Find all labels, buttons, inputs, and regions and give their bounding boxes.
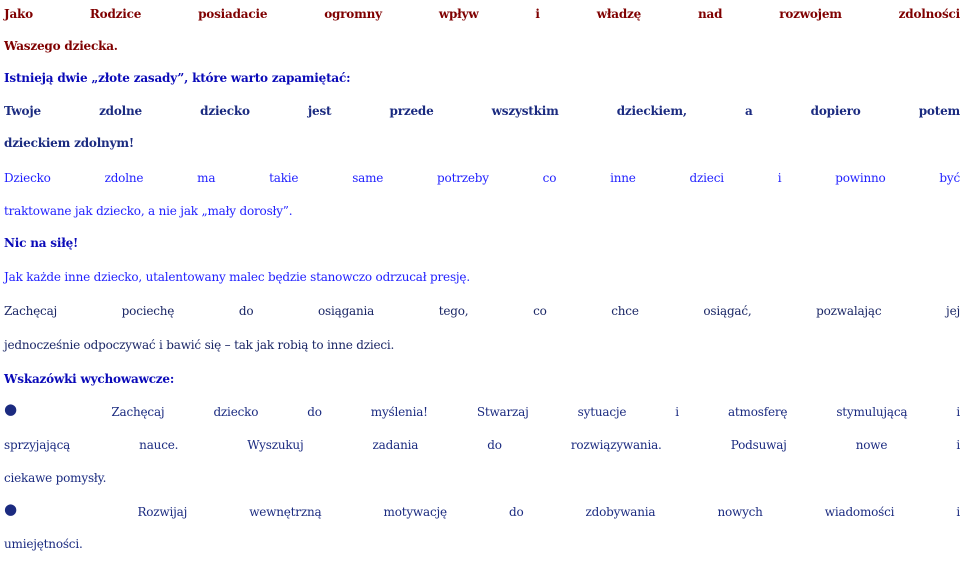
rule-one-line-2: dzieckiem zdolnym! — [4, 136, 134, 150]
bullet-icon: ● — [4, 500, 76, 518]
intro-line-2: Waszego dziecka. — [4, 39, 118, 53]
pressure-line: Jak każde inne dziecko, utalentowany malec będzie stanowczo odrzucał presję. — [4, 270, 470, 284]
bullet-one-text: Zachęcaj dziecko do myślenia! Stwarzaj sytuacje i atmosferę stymulującą i — [111, 405, 960, 419]
bullet-two-line-2: umiejętności. — [4, 537, 83, 551]
bullet-two-line-1 — [4, 496, 960, 527]
bullet-icon: ● — [4, 400, 63, 418]
bullet-one-line-2: sprzyjającą nauce. Wyszukuj zadania do rozwiązywania. Podsuwaj nowe i — [4, 438, 960, 452]
rule-two-line-2: traktowane jak dziecko, a nie jak „mały dorosły”. — [4, 204, 293, 218]
encourage-line-1: Zachęcaj pociechę do osiągania tego, co chce osiągać, pozwalając jej — [4, 304, 960, 318]
encourage-line-2: jednocześnie odpoczywać i bawić się – tak jak robią to inne dzieci. — [4, 338, 395, 352]
golden-rules-line: Istnieją dwie „złote zasady”, które warto zapamiętać: — [4, 71, 351, 85]
rule-two-line-1: Dziecko zdolne ma takie same potrzeby co inne dzieci i powinno być — [4, 171, 960, 185]
tips-heading: Wskazówki wychowawcze: — [4, 372, 175, 386]
bullet-one-line-1 — [4, 396, 960, 427]
intro-line-1: Jako Rodzice posiadacie ogromny wpływ i władzę nad rozwojem zdolności — [4, 7, 960, 21]
bullet-one-line-3: ciekawe pomysły. — [4, 471, 107, 485]
nothing-by-force-line: Nic na siłę! — [4, 236, 79, 250]
rule-one-line-1: Twoje zdolne dziecko jest przede wszystkim dzieckiem, a dopiero potem — [4, 104, 960, 118]
bullet-two-text: Rozwijaj wewnętrzną motywację do zdobywania nowych wiadomości i — [137, 505, 960, 519]
